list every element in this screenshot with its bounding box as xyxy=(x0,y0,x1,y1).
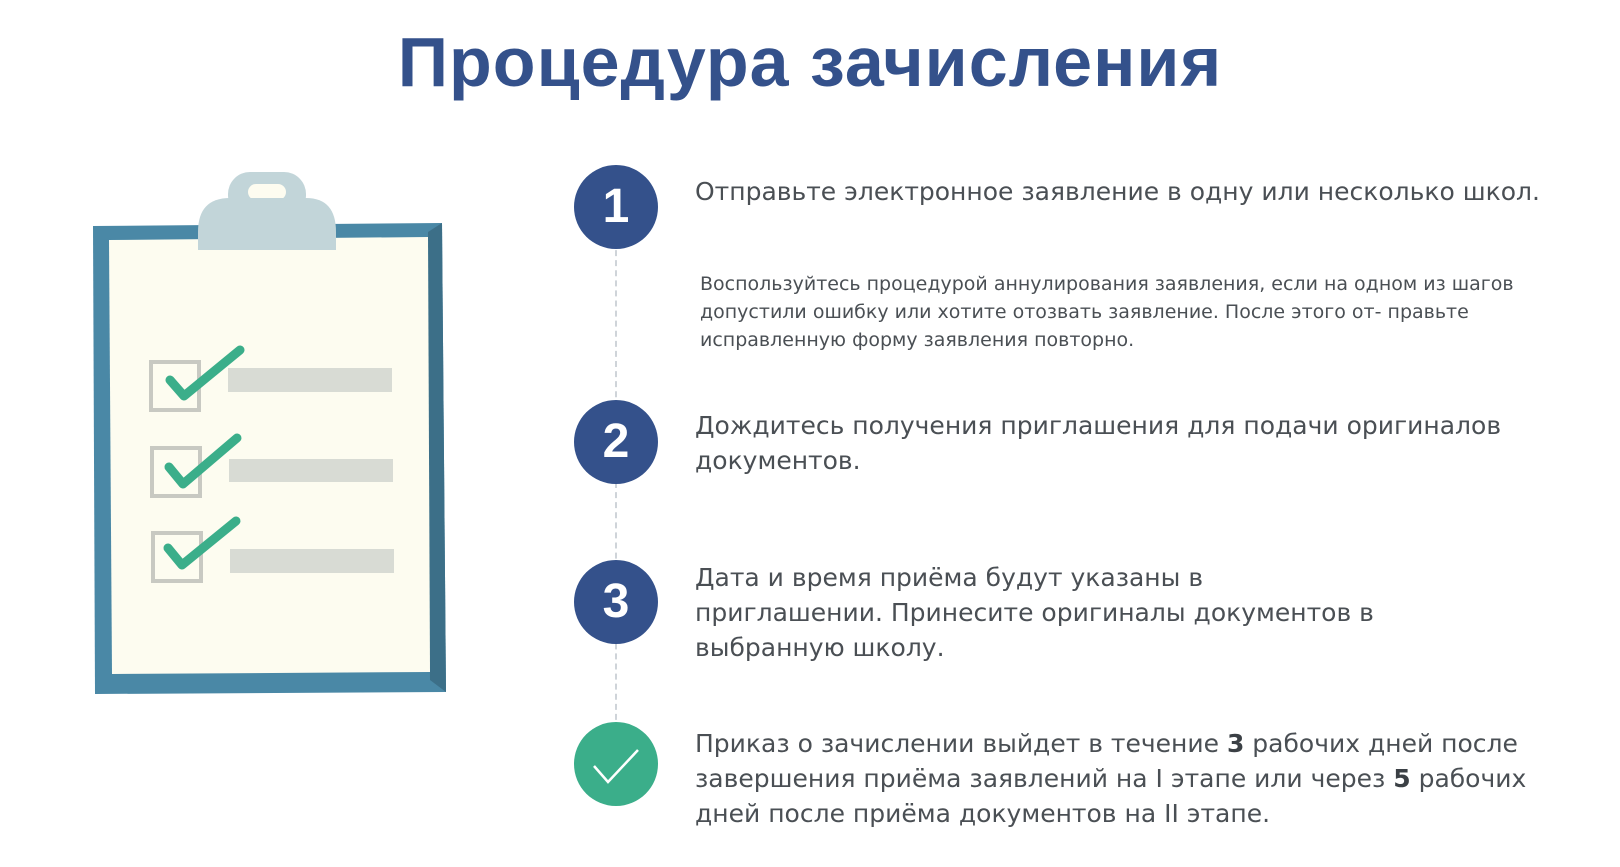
days-count-first-stage: 3 xyxy=(1226,729,1245,758)
step-2-text: Дождитесь получения приглашения для подачи оригиналов документов. xyxy=(695,411,1502,475)
days-count-second-stage: 5 xyxy=(1393,764,1411,793)
step-done-text: Приказ о зачислении выйдет в течение 3 рабочих дней после завершения приёма заявлений на I этапе или через 5 рабочих дней после приёма документов на II этапе. xyxy=(695,729,1527,828)
step-3-badge: 3 xyxy=(574,560,658,644)
step-1-badge: 1 xyxy=(574,165,658,249)
clipboard-shadow xyxy=(428,223,446,692)
checklist-line-2 xyxy=(229,459,393,482)
step-2-badge: 2 xyxy=(574,400,658,484)
clipboard-checklist-icon xyxy=(90,170,470,730)
checklist-line-1 xyxy=(228,368,392,392)
checkmark-icon xyxy=(574,722,658,806)
clipboard-paper xyxy=(109,237,430,674)
clipboard-clip-base xyxy=(198,198,336,250)
step-done-badge xyxy=(574,722,658,806)
timeline-connector xyxy=(615,240,617,730)
step-1-note: Воспользуйтесь процедурой аннулирования заявления, если на одном из шагов допустили ошибку или хотите отозвать заявление. После этого от- правьте исправленную форму заявления повторно. xyxy=(700,273,1514,351)
step-1-text: Отправьте электронное заявление в одну или несколько школ. xyxy=(695,177,1540,206)
step-3-text: Дата и время приёма будут указаны в приглашении. Принесите оригиналы документов в выбранную школу. xyxy=(695,563,1374,662)
checklist-line-3 xyxy=(230,549,394,573)
page-title: Процедура зачисления xyxy=(397,23,1223,101)
